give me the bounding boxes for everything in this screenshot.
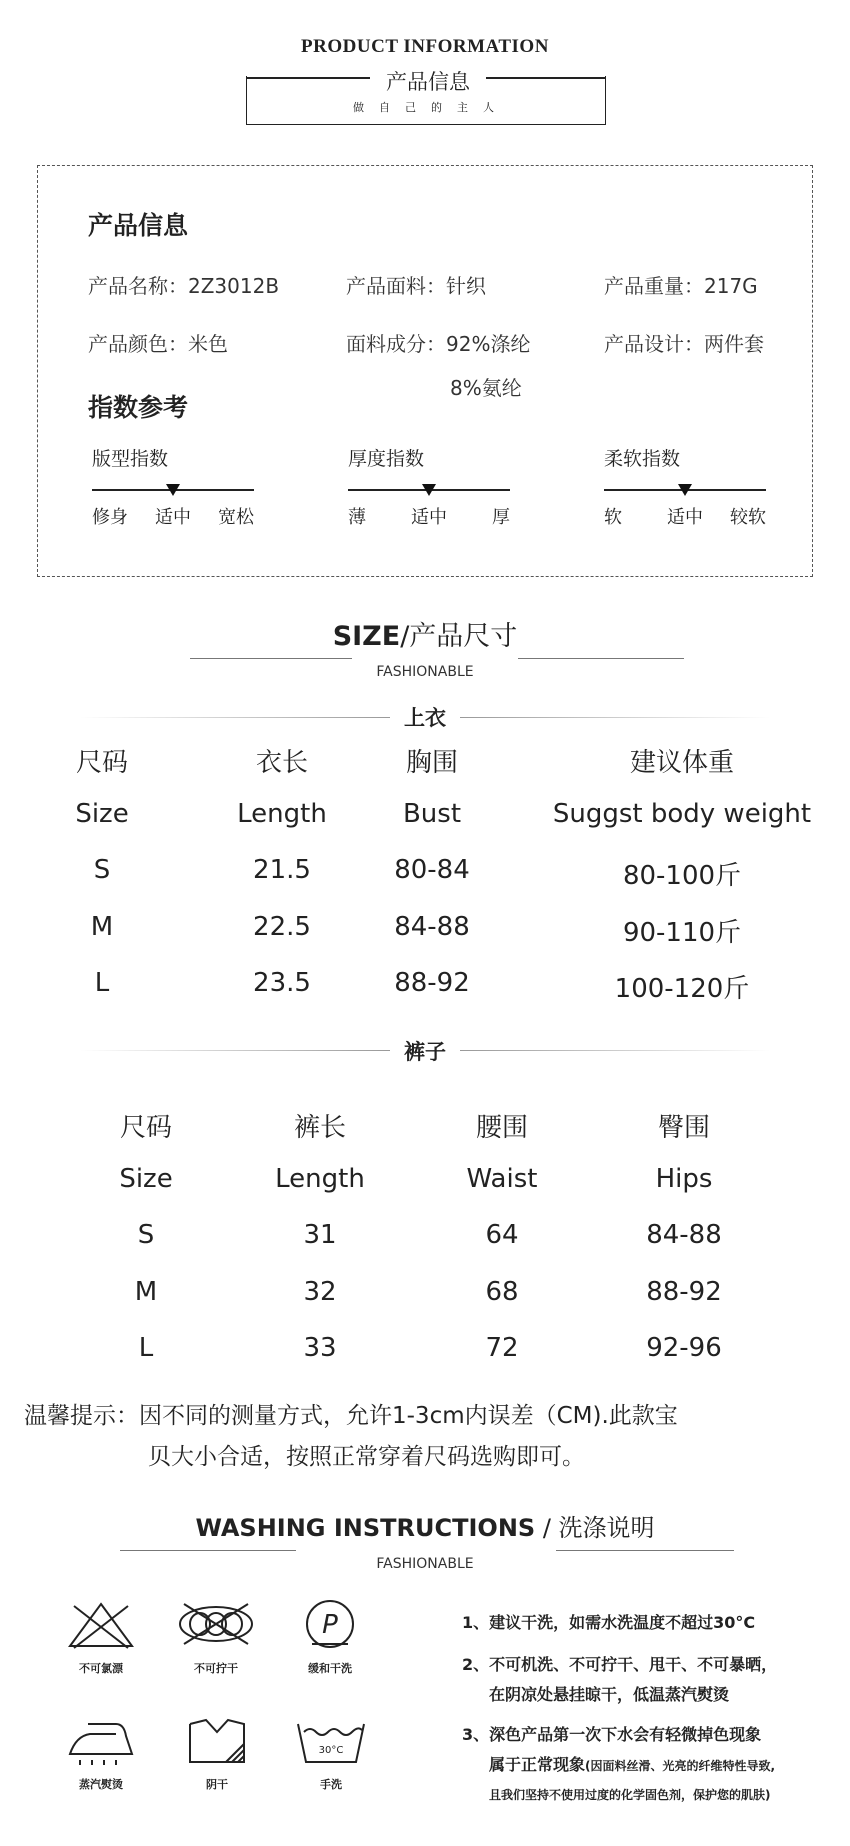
wash-instruction-2a: 2、不可机洗、不可拧干、甩干、不可暴晒，: [462, 1655, 778, 1674]
size-note-line-2: 贝大小合适，按照正常穿着尺码选购即可。: [148, 1444, 585, 1470]
no-wring-label: 不可拧干: [194, 1662, 238, 1675]
table-header-cell: 胸围: [405, 748, 458, 778]
wash-instruction-3a: 3、深色产品第一次下水会有轻微掉色现象: [462, 1725, 762, 1744]
steam-iron-label: 蒸汽熨烫: [79, 1778, 123, 1791]
table-cell: 32: [303, 1276, 337, 1307]
scale-label: 较软: [730, 507, 766, 528]
no-bleach-label: 不可氯漂: [79, 1662, 123, 1675]
table-header-cell: Length: [275, 1163, 365, 1194]
gentle-dry-clean-label: 缓和干洗: [308, 1662, 352, 1675]
size-note-line-1: 温馨提示：因不同的测量方式，允许1-3cm内误差（CM).此款宝: [24, 1403, 678, 1429]
table-header-cell: Waist: [466, 1163, 538, 1194]
hand-wash-glyph: 30°C: [318, 1745, 344, 1756]
scale-title: 柔软指数: [604, 448, 681, 470]
wash-instruction-3b: [489, 1750, 775, 1781]
table-header-cell: Length: [237, 798, 327, 829]
table-header-cell: 腰围: [475, 1113, 528, 1143]
shade-dry-label: 阴干: [206, 1778, 228, 1791]
size-title-bold: SIZE: [332, 621, 401, 652]
header-title-en: PRODUCT INFORMATION: [301, 36, 549, 57]
gentle-dry-clean-icon: [304, 1598, 356, 1650]
info-name: 产品名称：2Z3012B: [88, 274, 280, 298]
scale-label: 修身: [92, 507, 128, 528]
info-composition: 面料成分：92%涤纶: [346, 332, 531, 356]
header-title-cn: 产品信息: [386, 70, 470, 94]
top-table-label: 上衣: [404, 706, 446, 730]
table-header-cell: Bust: [402, 798, 462, 829]
table-header-cell: 建议体重: [629, 748, 734, 778]
info-composition-2: 8%氨纶: [450, 376, 522, 400]
washing-subtitle: FASHIONABLE: [376, 1556, 474, 1572]
info-heading: 产品信息: [88, 211, 189, 240]
table-header-cell: 衣长: [255, 748, 308, 778]
info-design: 产品设计：两件套: [604, 332, 764, 356]
size-rule-right: [518, 658, 684, 659]
table-cell: S: [137, 1220, 155, 1250]
scale-label: 适中: [667, 507, 703, 528]
table-cell: 92-96: [646, 1333, 722, 1363]
wash-instruction-1: 1、建议干洗，如需水洗温度不超过30°C: [462, 1613, 756, 1632]
steam-iron-icon: [66, 1718, 136, 1766]
header-rule-left: [246, 77, 370, 79]
info-fabric: 产品面料：针织: [346, 274, 486, 298]
scale-marker: [166, 484, 180, 496]
wash-instruction-2b: 在阴凉处悬挂晾干，低温蒸汽熨烫: [489, 1685, 730, 1704]
scale-label: 适中: [155, 507, 191, 528]
table-cell: L: [138, 1333, 154, 1363]
scale-marker: [422, 484, 436, 496]
table-header-cell: Size: [75, 798, 129, 829]
header-rule-right: [486, 77, 605, 79]
scale-title: 版型指数: [92, 448, 169, 470]
no-bleach-icon: [66, 1600, 136, 1650]
table-cell: 22.5: [253, 911, 311, 942]
wash-instruction-3c: 且我们坚持不使用过度的化学固色剂，保护您的肌肤): [489, 1788, 771, 1802]
pants-table-label: 裤子: [404, 1040, 446, 1064]
size-rule-left: [190, 658, 352, 659]
table-cell: 88-92: [646, 1276, 722, 1307]
table-header-cell: Hips: [655, 1163, 713, 1194]
scale-marker: [678, 484, 692, 496]
table-cell: 84-88: [394, 911, 470, 942]
scale-label: 软: [604, 507, 622, 528]
no-wring-icon: [176, 1602, 256, 1646]
table-header-cell: 裤长: [293, 1113, 346, 1143]
table-header-cell: 尺码: [119, 1113, 172, 1143]
scale-label: 宽松: [218, 507, 254, 528]
washing-title-bold: WASHING INSTRUCTIONS: [195, 1514, 536, 1542]
table-cell: 31: [303, 1220, 337, 1250]
info-color: 产品颜色：米色: [88, 332, 228, 356]
hand-wash-icon: [296, 1716, 366, 1766]
scale-label: 厚: [492, 507, 510, 528]
wash-instruction-3b-small: (因面料丝滑、光亮的纤维特性导致,: [585, 1759, 776, 1773]
wash-rule-left: [120, 1550, 296, 1551]
scale-label: 薄: [348, 507, 366, 528]
washing-title-rest: / 洗涤说明: [535, 1514, 655, 1542]
table-cell: 90-110斤: [622, 917, 742, 948]
table-cell: 80-84: [394, 855, 470, 885]
wash-rule-right: [556, 1550, 734, 1551]
table-cell: 33: [303, 1333, 337, 1363]
size-note: [24, 1396, 824, 1478]
table-cell: 72: [485, 1333, 519, 1363]
dry-clean-glyph: P: [322, 1610, 338, 1640]
table-cell: 23.5: [253, 968, 311, 998]
scale-title: 厚度指数: [348, 448, 425, 470]
scale-label: 适中: [411, 507, 447, 528]
table-cell: 80-100斤: [622, 861, 742, 891]
table-cell: 88-92: [394, 968, 470, 998]
table-header-cell: 尺码: [75, 748, 128, 778]
table-cell: M: [134, 1276, 158, 1307]
table-cell: 64: [485, 1220, 519, 1250]
shade-dry-icon: [186, 1716, 248, 1766]
hand-wash-label: 手洗: [320, 1778, 342, 1791]
table-cell: M: [90, 911, 114, 942]
header-subtitle: 做自己的主人: [353, 101, 509, 114]
table-header-cell: 臀围: [657, 1113, 710, 1143]
table-header-cell: Size: [119, 1163, 173, 1194]
table-cell: 84-88: [646, 1220, 722, 1250]
table-cell: 68: [485, 1276, 519, 1307]
table-cell: L: [94, 968, 110, 998]
index-heading: 指数参考: [88, 393, 189, 422]
size-title-rest: /产品尺寸: [400, 621, 518, 652]
table-cell: 100-120斤: [614, 974, 750, 1004]
info-weight: 产品重量：217G: [604, 274, 758, 298]
table-cell: S: [93, 855, 111, 885]
table-cell: 21.5: [253, 855, 311, 885]
size-title: [0, 614, 850, 653]
table-header-cell: Suggst body weight: [552, 798, 812, 829]
wash-instruction-3b-main: 属于正常现象: [489, 1755, 586, 1774]
size-subtitle: FASHIONABLE: [376, 664, 474, 680]
washing-title: [0, 1508, 850, 1543]
